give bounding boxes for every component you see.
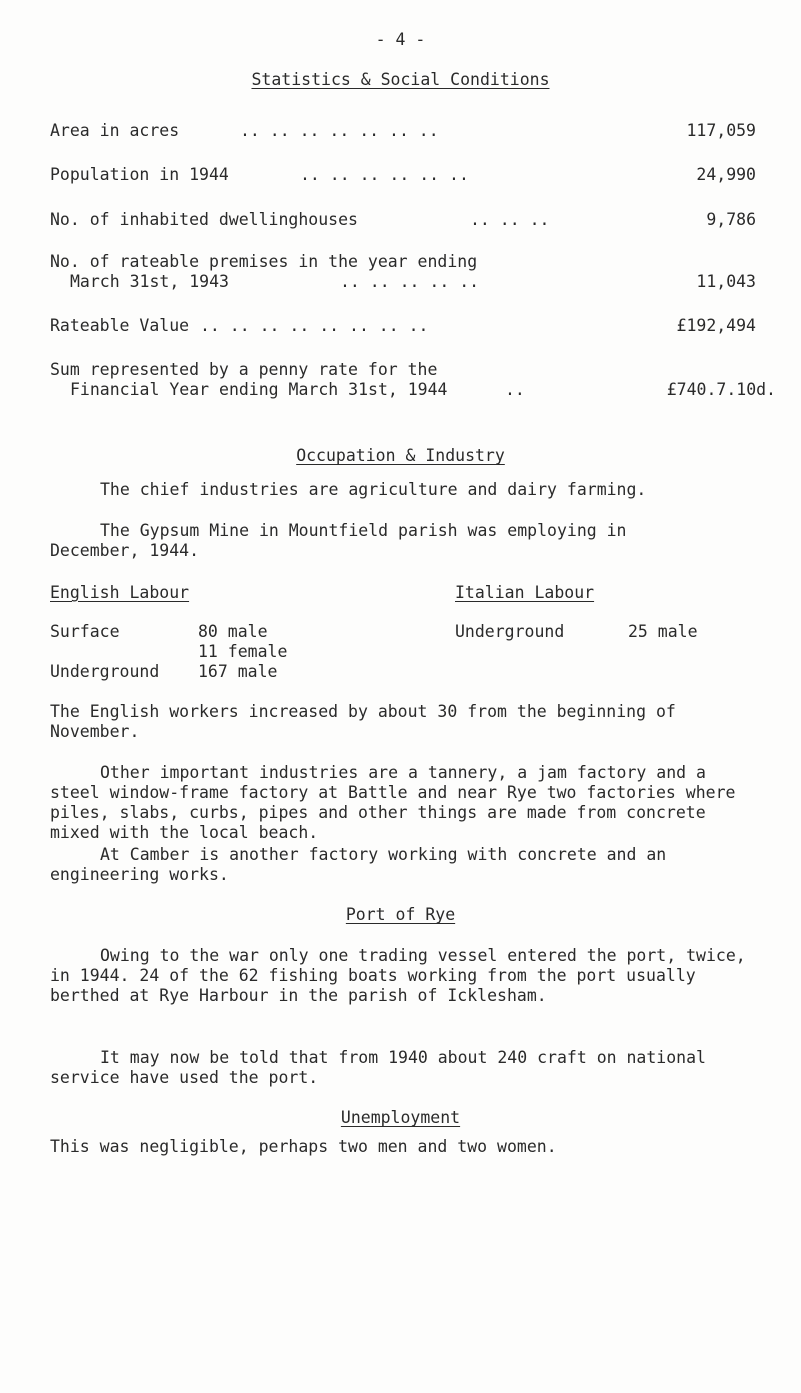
unemployment-text: This was negligible, perhaps two men and two women.: [50, 1137, 557, 1156]
occupation-para-2: The Gypsum Mine in Mountfield parish was employing in December, 1944.: [50, 521, 627, 560]
port-para-2: It may now be told that from 1940 about 240 craft on national service have used the port.: [50, 1048, 706, 1087]
stat-value-dwellinghouses: 9,786: [706, 210, 756, 229]
stat-dots-rateable-premises: .. .. .. .. ..: [340, 272, 480, 291]
occupation-para-3: The English workers increased by about 30 from the beginning of November.: [50, 702, 676, 741]
stat-value-area: 117,059: [686, 121, 756, 140]
italian-underground-male: 25 male: [628, 622, 698, 641]
stat-dots-area: .. .. .. .. .. .. ..: [240, 121, 439, 140]
surface-label: Surface: [50, 622, 120, 641]
occupation-para-1: The chief industries are agriculture and dairy farming.: [100, 480, 647, 499]
stat-label2-rateable-premises: March 31st, 1943: [70, 272, 229, 291]
stat-value-rateable-value: £192,494: [676, 316, 756, 335]
stat-label-penny-rate: Sum represented by a penny rate for the: [50, 360, 438, 379]
stat-value-population: 24,990: [696, 165, 756, 184]
stat-label-rateable-value: Rateable Value: [50, 316, 190, 335]
surface-female: 11 female: [198, 642, 288, 661]
stat-label-population: Population in 1944: [50, 165, 229, 184]
unemployment-heading: Unemployment: [340, 1108, 461, 1127]
stat-value-rateable-premises: 11,043: [696, 272, 756, 291]
occupation-para-4: Other important industries are a tannery, a jam factory and a steel window-frame factory at Battle and near Rye two factories where piles, slabs, curbs, pipes and other things are made from concrete mixed with the local beach.: [50, 763, 736, 842]
italian-labour-heading: Italian Labour: [455, 583, 595, 602]
stat-label-dwellinghouses: No. of inhabited dwellinghouses: [50, 210, 358, 229]
stat-label-rateable-premises: No. of rateable premises in the year ending: [50, 252, 478, 271]
port-heading: Port of Rye: [345, 905, 456, 924]
occupation-para-5: At Camber is another factory working with concrete and an engineering works.: [50, 845, 667, 884]
stat-label2-penny-rate: Financial Year ending March 31st, 1944: [70, 380, 448, 399]
statistics-heading: Statistics & Social Conditions: [251, 70, 550, 89]
italian-underground-label: Underground: [455, 622, 565, 641]
stat-dots-population: .. .. .. .. .. ..: [300, 165, 469, 184]
stat-dots-rateable-value: .. .. .. .. .. .. .. ..: [200, 316, 429, 335]
underground-male: 167 male: [198, 662, 278, 681]
surface-male: 80 male: [198, 622, 268, 641]
english-labour-heading: English Labour: [50, 583, 190, 602]
port-para-1: Owing to the war only one trading vessel entered the port, twice, in 1944. 24 of the 62 fishing boats working from the port usually berthed at Rye Harbour in the parish of Icklesham.: [50, 946, 746, 1005]
stat-label-area: Area in acres: [50, 121, 180, 140]
occupation-heading: Occupation & Industry: [296, 446, 505, 465]
stat-dots-dwellinghouses: .. .. ..: [470, 210, 550, 229]
stat-value-penny-rate: £740.7.10d.: [666, 380, 776, 399]
stat-dots-penny-rate: ..: [505, 380, 525, 399]
page-number: - 4 -: [375, 30, 426, 49]
underground-label: Underground: [50, 662, 160, 681]
